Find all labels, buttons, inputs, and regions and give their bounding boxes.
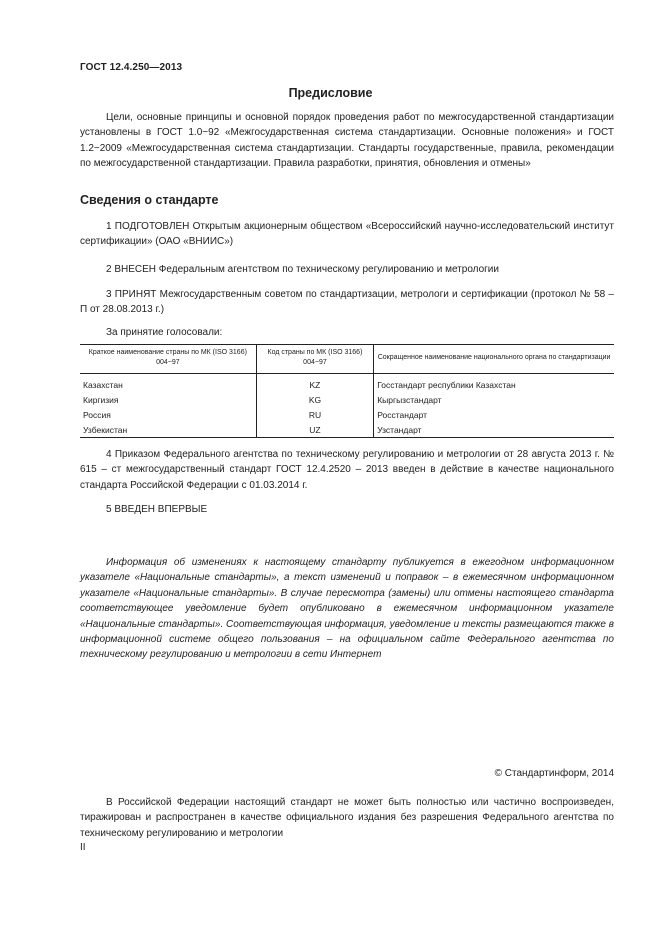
cell-code: KG [256,392,373,407]
cell-body: Узстандарт [374,422,614,438]
cell-body: Росстандарт [374,407,614,422]
cell-country: Казахстан [83,379,123,390]
info-section-title: Сведения о стандарте [80,193,219,207]
info-item-1: 1 ПОДГОТОВЛЕН Открытым акционерным обществом «Всероссийский научно-исследовательский институт сертификации» (ОАО «ВНИИС») [80,221,614,248]
voting-table [80,344,614,438]
table-header-row [80,345,614,374]
rights-notice: В Российской Федерации настоящий стандарт не может быть полностью или частично воспроизведен, тиражирован и распространен в качестве официального издания без разрешения Федерального агентства по техническому регулированию и метрологии [80,797,614,839]
cell-body: Госстандарт республики Казахстан [374,374,614,393]
preface-title: Предисловие [288,86,373,100]
info-item-3: 3 ПРИНЯТ Межгосударственным советом по стандартизации, метрологи и сертификации (протокол № 58 – П от 28.08.2013 г.) [80,289,614,316]
cell-country: Россия [83,409,111,420]
cell-body: Кыргызстандарт [374,392,614,407]
cell-country: Киргизия [83,394,119,405]
vote-label: За принятие голосовали: [106,327,223,338]
cell-country: Узбекистан [80,422,256,438]
amendments-notice: Информация об изменениях к настоящему стандарту публикуется в ежегодном информационном указателе «Национальные стандарты», а текст изменений и поправок – в ежемесячном информационном указателе «Национальные стандарты». В случае пересмотра (замены) или отмены настоящего стандарта соответствующее уведомление будет опубликовано в ежемесячном информационном указателе «Национальные стандарты». Соответствующая информация, уведомление и тексты размещаются также в информационной системе общего пользования – на официальном сайте Федерального агентства по техническому регулированию и метрологии в сети Интернет [80,557,614,661]
page-number: II [80,842,86,853]
cell-code: UZ [256,422,373,438]
table-row [80,407,614,422]
copyright-line: © Стандартинформ, 2014 [494,768,614,779]
info-item-5: 5 ВВЕДЕН ВПЕРВЫЕ [106,504,208,515]
column-header-body: Сокращенное наименование национального органа по стандартизации [374,345,614,374]
table-row [80,374,614,393]
table-row [80,392,614,407]
cell-code: KZ [256,374,373,393]
info-item-4: 4 Приказом Федерального агентства по техническому регулированию и метрологии от 28 августа 2013 г. № 615 – ст межгосударственный стандарт ГОСТ 12.4.2520 – 2013 введен в действие в качестве национального стандарта Российской Федерации с 01.03.2014 г. [80,449,614,491]
column-header-code: Код страны по МК (ISO 3166) 004−97 [256,345,373,374]
info-item-2: 2 ВНЕСЕН Федеральным агентством по техническому регулированию и метрологии [106,264,499,275]
cell-code: RU [256,407,373,422]
column-header-country: Краткое наименование страны по МК (ISO 3166) 004−97 [80,345,256,374]
preface-paragraph: Цели, основные принципы и основной порядок проведения работ по межгосударственной стандартизации установлены в ГОСТ 1.0−92 «Межгосударственная система стандартизации. Основные положения» и ГОСТ 1.2−2009 «Межгосударственная система стандартизации. Стандарты государственные, правила, рекомендации по межгосударственной стандартизации. Правила разработки, принятия, обновления и отмены» [80,112,614,170]
table-row [80,422,614,438]
document-code: ГОСТ 12.4.250—2013 [80,62,183,73]
